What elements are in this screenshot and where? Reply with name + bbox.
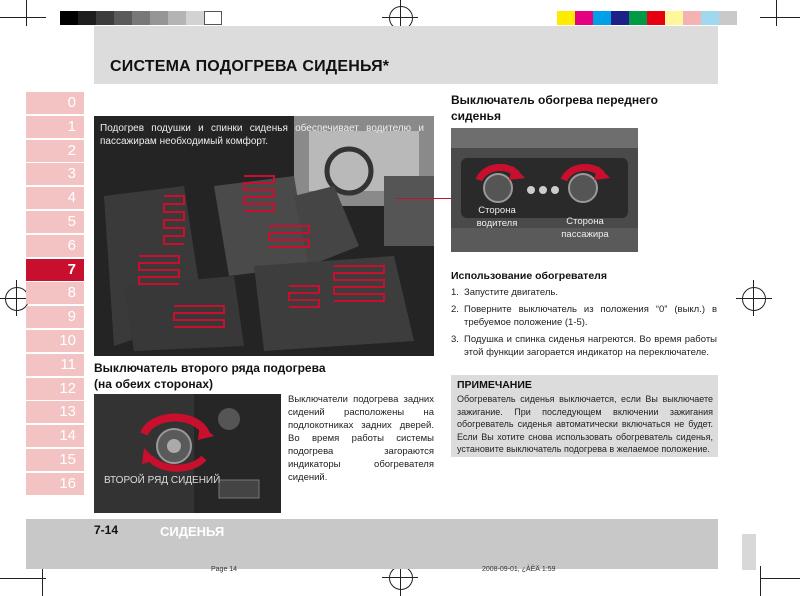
note-text: Обогреватель сиденья выключается, если Вы выключаете зажигание. При последующем включении зажигания обогреватель сиденья автоматически включаться не будет. Если Вы хотите снова использовать обогреватель сиденья, установите выключатель подогрева в желаемое положение. — [457, 394, 713, 454]
edge-marker — [742, 534, 756, 570]
chapter-tab-13: 13 — [26, 401, 84, 423]
front-switch-photo — [451, 128, 638, 252]
front-switch-heading: Выключатель обогрева переднего сиденья — [451, 93, 658, 123]
rear-photo-label: ВТОРОЙ РЯД СИДЕНИЙ — [104, 475, 221, 486]
registration-mark — [736, 298, 772, 299]
color-swatch — [665, 11, 683, 25]
color-swatch — [557, 11, 575, 25]
footer-band — [26, 519, 718, 569]
color-swatch — [593, 11, 611, 25]
passenger-side-label: Сторона пассажира — [561, 216, 609, 240]
crop-mark — [776, 0, 777, 26]
chapter-tab-10: 10 — [26, 330, 84, 352]
chapter-tab-12: 12 — [26, 378, 84, 400]
color-swatch — [683, 11, 701, 25]
note-title: ПРИМЕЧАНИЕ — [457, 379, 532, 391]
color-swatch — [701, 11, 719, 25]
interior-caption: Подогрев подушки и спинки сиденья обеспечивает водителю и пассажирам необходимый комфорт. — [100, 123, 424, 147]
rear-switch-heading: Выключатель второго ряда подогрева (на обеих сторонах) — [94, 361, 326, 391]
gray-swatch — [204, 11, 222, 25]
chapter-tab-0: 0 — [26, 92, 84, 114]
usage-step: 3. Подушка и спинка сиденья нагреются. Во время работы этой функции загорается индикатор на переключателе. — [451, 334, 717, 358]
gray-swatch — [150, 11, 168, 25]
chapter-tab-14: 14 — [26, 425, 84, 447]
crop-mark — [42, 566, 43, 596]
chapter-tab-7: 7 — [26, 259, 84, 281]
page-number: 7-14 — [94, 523, 119, 537]
registration-mark — [753, 280, 754, 316]
registration-mark — [742, 287, 766, 311]
usage-steps — [451, 286, 717, 363]
chapter-tab-2: 2 — [26, 140, 84, 162]
page-title: СИСТЕМА ПОДОГРЕВА СИДЕНЬЯ* — [110, 58, 390, 75]
slug-date: 2008-09-01, ¿ÀÈÄ 1:59 — [482, 566, 556, 573]
registration-mark — [389, 566, 413, 590]
gray-swatch — [186, 11, 204, 25]
interior-illustration — [94, 116, 434, 356]
chapter-tab-4: 4 — [26, 187, 84, 209]
gray-swatch — [132, 11, 150, 25]
rear-switch-illustration — [94, 394, 281, 513]
crop-mark — [760, 17, 800, 18]
note-box — [451, 375, 718, 457]
usage-step: 1. Запустите двигатель. — [451, 287, 558, 298]
interior-photo — [94, 116, 434, 356]
color-swatch — [647, 11, 665, 25]
chapter-tab-9: 9 — [26, 306, 84, 328]
crop-mark — [0, 578, 46, 579]
usage-heading: Использование обогревателя — [451, 270, 607, 282]
callout-line — [396, 198, 451, 199]
crop-mark — [760, 566, 761, 596]
color-swatch — [719, 11, 737, 25]
crop-mark — [0, 17, 46, 18]
chapter-tab-5: 5 — [26, 211, 84, 233]
rear-switch-photo — [94, 394, 281, 513]
gray-swatch — [168, 11, 186, 25]
chapter-tab-6: 6 — [26, 235, 84, 257]
color-swatch — [611, 11, 629, 25]
gray-swatch — [60, 11, 78, 25]
driver-side-label: Сторона водителя — [476, 205, 518, 229]
footer-section-title: СИДЕНЬЯ — [160, 524, 225, 539]
slug-page: Page 14 — [211, 566, 238, 573]
gray-swatch — [96, 11, 114, 25]
gray-swatch — [78, 11, 96, 25]
usage-step: 2. Поверните выключатель из положения “0” (выкл.) в требуемое положение (1-5). — [451, 304, 717, 328]
rear-switch-text: Выключатели подогрева задних сидений расположены на подлокотниках задних дверей. Во время работы системы подогрева загораются индикаторы обогревателя сидений. — [288, 394, 434, 483]
chapter-tab-15: 15 — [26, 449, 84, 471]
chapter-tab-3: 3 — [26, 163, 84, 185]
color-swatch — [629, 11, 647, 25]
registration-mark — [16, 280, 17, 316]
chapter-tab-16: 16 — [26, 473, 84, 495]
chapter-tab-1: 1 — [26, 116, 84, 138]
chapter-tab-11: 11 — [26, 354, 84, 376]
crop-mark — [760, 578, 800, 579]
color-swatch — [575, 11, 593, 25]
gray-swatch — [114, 11, 132, 25]
crop-mark — [26, 0, 27, 26]
chapter-tab-8: 8 — [26, 282, 84, 304]
